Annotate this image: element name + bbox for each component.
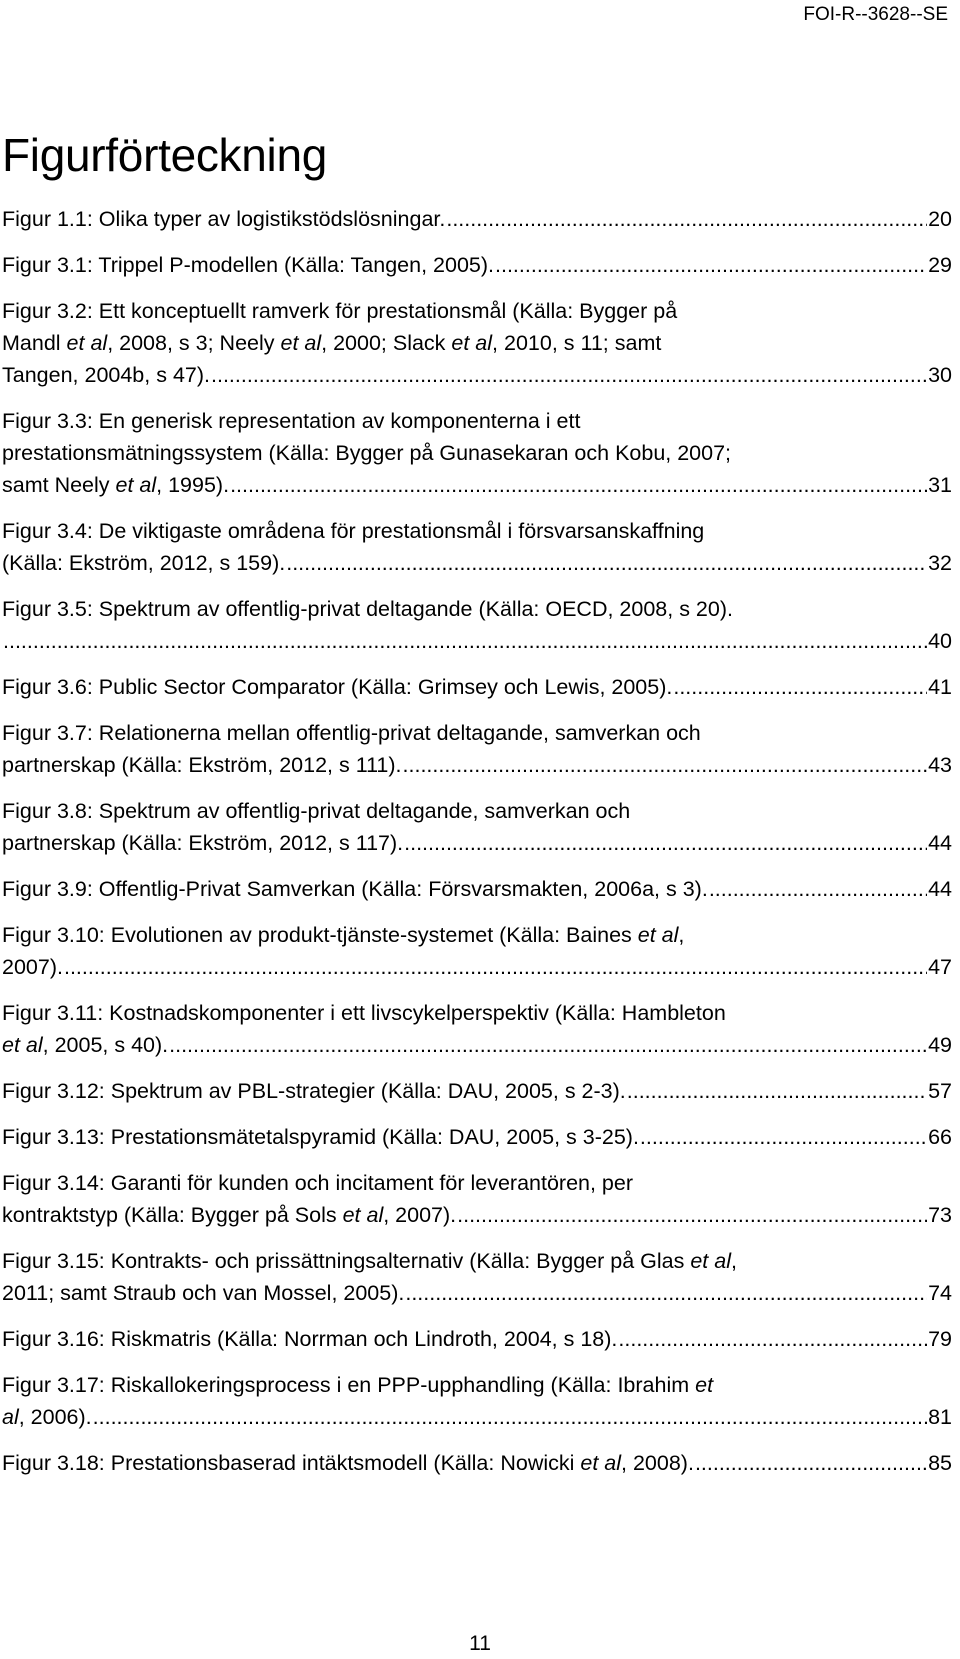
page-title: Figurförteckning xyxy=(2,129,328,181)
toc-entry-line xyxy=(2,437,952,469)
toc-entry-text-italic: et al xyxy=(342,1203,384,1227)
dot-leader xyxy=(404,827,927,859)
toc-entry[interactable] xyxy=(2,1075,952,1107)
toc-entry[interactable] xyxy=(2,203,952,235)
toc-entry-text-segment: Figur 1.1: Olika typer av logistikstödslösningar. xyxy=(2,207,446,231)
dot-leader xyxy=(695,1447,927,1479)
toc-entry-text-segment: Figur 3.12: Spektrum av PBL-strategier (Källa: DAU, 2005, s 2-3). xyxy=(2,1079,626,1103)
toc-entry-text xyxy=(2,405,580,437)
toc-entry-page: 81 xyxy=(928,1405,952,1429)
toc-entry-line xyxy=(2,749,952,781)
toc-entry[interactable] xyxy=(2,1167,952,1231)
toc-entry-line xyxy=(2,593,952,625)
toc-entry-page: 57 xyxy=(928,1079,952,1103)
toc-entry-text-segment: Figur 3.3: En generisk representation av komponenterna i ett xyxy=(2,409,581,433)
dot-leader xyxy=(640,1121,927,1153)
toc-entry-text xyxy=(2,671,672,703)
toc-entry-page: 79 xyxy=(928,1327,952,1351)
toc-entry-text xyxy=(2,1447,694,1479)
toc-entry-text-italic: et al xyxy=(2,1033,43,1057)
toc-entry-text-segment: Figur 3.9: Offentlig-Privat Samverkan (Källa: Försvarsmakten, 2006a, s 3). xyxy=(2,877,708,901)
toc-entry-text xyxy=(2,1029,168,1061)
dot-leader xyxy=(673,671,927,703)
toc-entry-page: 74 xyxy=(928,1281,952,1305)
toc-entry-text xyxy=(2,919,684,951)
toc-entry-line xyxy=(2,1401,952,1433)
toc-entry-line xyxy=(2,203,952,235)
toc-entry[interactable] xyxy=(2,1323,952,1355)
toc-entry[interactable] xyxy=(2,873,952,905)
toc-entry-text-segment: 2011; samt Straub och van Mossel, 2005). xyxy=(2,1281,405,1305)
toc-entry-text-italic: et al xyxy=(580,1451,622,1475)
toc-entry-text-segment: , 1995). xyxy=(156,473,230,497)
toc-entry-text-segment: samt Neely xyxy=(2,473,116,497)
table-of-figures xyxy=(2,203,952,1493)
dot-leader xyxy=(286,547,927,579)
toc-entry-text-segment: , 2007). xyxy=(383,1203,457,1227)
toc-entry-text-segment: Figur 3.10: Evolutionen av produkt-tjänste-systemet (Källa: Baines xyxy=(2,923,638,947)
toc-entry-page: 29 xyxy=(928,253,952,277)
toc-entry-text-italic: et al xyxy=(637,923,679,947)
toc-entry[interactable] xyxy=(2,249,952,281)
toc-entry-text-segment: , 2008). xyxy=(621,1451,694,1475)
dot-leader xyxy=(627,1075,927,1107)
toc-entry-text xyxy=(2,1323,617,1355)
toc-entry-text-segment: (Källa: Ekström, 2012, s 159). xyxy=(2,551,286,575)
toc-entry-text-segment: Figur 3.16: Riskmatris (Källa: Norrman och Lindroth, 2004, s 18). xyxy=(2,1327,618,1351)
dot-leader xyxy=(457,1199,927,1231)
toc-entry-text-segment: Figur 3.1: Trippel P-modellen (Källa: Tangen, 2005). xyxy=(2,253,494,277)
toc-entry-text xyxy=(2,827,403,859)
toc-entry-line xyxy=(2,795,952,827)
toc-entry-text-segment: partnerskap (Källa: Ekström, 2012, s 111). xyxy=(2,753,402,777)
toc-entry-text-segment: , 2008, s 3; Neely xyxy=(107,331,281,355)
toc-entry-line xyxy=(2,1029,952,1061)
toc-entry-page: 66 xyxy=(928,1125,952,1149)
toc-entry-text-segment: Figur 3.11: Kostnadskomponenter i ett livscykelperspektiv (Källa: Hambleton xyxy=(2,1001,726,1025)
toc-entry-text-italic: et al xyxy=(115,473,157,497)
toc-entry-line xyxy=(2,919,952,951)
toc-entry-text-segment: , 2005, s 40). xyxy=(42,1033,169,1057)
toc-entry-text xyxy=(2,249,494,281)
toc-entry-text-segment: Figur 3.14: Garanti för kunden och incitament för leverantören, per xyxy=(2,1171,634,1195)
dot-leader xyxy=(169,1029,927,1061)
toc-entry[interactable] xyxy=(2,593,952,657)
toc-entry-text-segment: Figur 3.5: Spektrum av offentlig-privat deltagande (Källa: OECD, 2008, s 20). xyxy=(2,597,733,621)
toc-entry[interactable] xyxy=(2,671,952,703)
toc-entry-line xyxy=(2,827,952,859)
toc-entry-page: 44 xyxy=(928,831,952,855)
toc-entry-text xyxy=(2,951,63,983)
toc-entry-text xyxy=(2,873,708,905)
toc-entry-line xyxy=(2,625,952,657)
toc-entry-line xyxy=(2,717,952,749)
dot-leader xyxy=(211,359,927,391)
dot-leader xyxy=(405,1277,927,1309)
toc-entry-text-segment: Figur 3.2: Ett konceptuellt ramverk för prestationsmål (Källa: Bygger på xyxy=(2,299,678,323)
toc-entry-line xyxy=(2,997,952,1029)
toc-entry[interactable] xyxy=(2,1245,952,1309)
toc-entry-text-segment: kontraktstyp (Källa: Bygger på Sols xyxy=(2,1203,343,1227)
toc-entry[interactable] xyxy=(2,295,952,391)
toc-entry-line xyxy=(2,1075,952,1107)
dot-leader xyxy=(403,749,928,781)
toc-entry[interactable] xyxy=(2,717,952,781)
toc-entry-text-segment: , 2010, s 11; samt xyxy=(492,331,662,355)
toc-entry-text-segment: Figur 3.7: Relationerna mellan offentlig-privat deltagande, samverkan och xyxy=(2,721,701,745)
toc-entry-line xyxy=(2,547,952,579)
toc-entry-text xyxy=(2,1401,92,1433)
toc-entry-text-segment: , xyxy=(730,1249,737,1273)
toc-entry-line xyxy=(2,1323,952,1355)
dot-leader xyxy=(93,1401,927,1433)
toc-entry-line xyxy=(2,1121,952,1153)
toc-entry-page: 43 xyxy=(928,753,952,777)
toc-entry-page: 44 xyxy=(928,877,952,901)
toc-entry[interactable] xyxy=(2,1447,952,1479)
toc-entry-line xyxy=(2,951,952,983)
toc-entry[interactable] xyxy=(2,1369,952,1433)
toc-entry-page: 31 xyxy=(928,473,952,497)
dot-leader xyxy=(3,625,927,657)
toc-entry[interactable] xyxy=(2,405,952,501)
dot-leader xyxy=(446,203,927,235)
toc-entry-line xyxy=(2,469,952,501)
toc-entry-text xyxy=(2,295,677,327)
toc-entry-text xyxy=(2,717,701,749)
toc-entry-text xyxy=(2,515,704,547)
toc-entry-text-segment: Mandl xyxy=(2,331,67,355)
toc-entry-text-segment: Tangen, 2004b, s 47). xyxy=(2,363,210,387)
dot-leader xyxy=(230,469,927,501)
toc-entry-text xyxy=(2,593,733,625)
toc-entry-page: 20 xyxy=(928,207,952,231)
toc-entry-line xyxy=(2,515,952,547)
toc-entry-text-italic: et al xyxy=(280,331,322,355)
toc-entry-text-segment: Figur 3.18: Prestationsbaserad intäktsmodell (Källa: Nowicki xyxy=(2,1451,581,1475)
toc-entry-page: 49 xyxy=(928,1033,952,1057)
toc-entry-text-italic: et al xyxy=(66,331,108,355)
toc-entry[interactable] xyxy=(2,1121,952,1153)
toc-entry-text-segment: , 2000; Slack xyxy=(321,331,452,355)
toc-entry[interactable] xyxy=(2,919,952,983)
report-id: FOI-R--3628--SE xyxy=(803,4,948,25)
toc-entry-text xyxy=(2,1121,639,1153)
toc-entry-text xyxy=(2,359,210,391)
toc-entry-line xyxy=(2,1167,952,1199)
toc-entry[interactable] xyxy=(2,515,952,579)
toc-entry-text xyxy=(2,1245,737,1277)
toc-entry-page: 41 xyxy=(928,675,952,699)
toc-entry-line xyxy=(2,1277,952,1309)
toc-entry-text-segment: , 2006). xyxy=(18,1405,92,1429)
toc-entry-line xyxy=(2,873,952,905)
toc-entry-page: 30 xyxy=(928,363,952,387)
toc-entry-line xyxy=(2,1245,952,1277)
toc-entry-text xyxy=(2,547,285,579)
page-number: 11 xyxy=(469,1632,491,1655)
toc-entry-text-segment: Figur 3.8: Spektrum av offentlig-privat deltagande, samverkan och xyxy=(2,799,631,823)
toc-entry-text-segment: Figur 3.4: De viktigaste områdena för prestationsmål i försvarsanskaffning xyxy=(2,519,705,543)
toc-entry-line xyxy=(2,295,952,327)
toc-entry-text-italic: et xyxy=(695,1373,714,1397)
dot-leader xyxy=(618,1323,927,1355)
toc-entry-text-segment: prestationsmätningssystem (Källa: Bygger på Gunasekaran och Kobu, 2007; xyxy=(2,441,732,465)
toc-entry-page: 73 xyxy=(928,1203,952,1227)
toc-entry[interactable] xyxy=(2,997,952,1061)
toc-entry-text xyxy=(2,795,630,827)
toc-entry-line xyxy=(2,405,952,437)
toc-entry-text-segment: Figur 3.13: Prestationsmätetalspyramid (Källa: DAU, 2005, s 3-25). xyxy=(2,1125,639,1149)
toc-entry-text-italic: et al xyxy=(690,1249,731,1273)
toc-entry-text xyxy=(2,1277,404,1309)
toc-entry-line xyxy=(2,671,952,703)
toc-entry-text xyxy=(2,997,726,1029)
toc-entry-text xyxy=(2,437,731,469)
toc-entry-page: 32 xyxy=(928,551,952,575)
dot-leader xyxy=(709,873,927,905)
toc-entry-line xyxy=(2,327,952,359)
toc-entry-text xyxy=(2,1369,713,1401)
toc-entry-text-italic: et al xyxy=(451,331,493,355)
toc-entry-page: 40 xyxy=(928,629,952,653)
toc-entry-line xyxy=(2,1199,952,1231)
dot-leader xyxy=(495,249,927,281)
toc-entry-line xyxy=(2,359,952,391)
toc-entry-line xyxy=(2,1369,952,1401)
toc-entry-text-segment: partnerskap (Källa: Ekström, 2012, s 117). xyxy=(2,831,404,855)
toc-entry-text-segment: Figur 3.6: Public Sector Comparator (Källa: Grimsey och Lewis, 2005). xyxy=(2,675,673,699)
dot-leader xyxy=(64,951,927,983)
toc-entry-text-segment: Figur 3.15: Kontrakts- och prissättningsalternativ (Källa: Bygger på Glas xyxy=(2,1249,691,1273)
toc-entry-text xyxy=(2,1199,456,1231)
toc-entry-text xyxy=(2,749,402,781)
toc-entry-line xyxy=(2,249,952,281)
toc-entry-text-italic: al xyxy=(2,1405,19,1429)
toc-entry[interactable] xyxy=(2,795,952,859)
toc-entry-page: 85 xyxy=(928,1451,952,1475)
toc-entry-text xyxy=(2,327,661,359)
toc-entry-page: 47 xyxy=(928,955,952,979)
toc-entry-text-segment: 2007). xyxy=(2,955,63,979)
toc-entry-text xyxy=(2,1167,633,1199)
toc-entry-line xyxy=(2,1447,952,1479)
toc-entry-text xyxy=(2,203,445,235)
toc-entry-text xyxy=(2,1075,626,1107)
toc-entry-text-segment: , xyxy=(678,923,685,947)
toc-entry-text xyxy=(2,469,229,501)
toc-entry-text-segment: Figur 3.17: Riskallokeringsprocess i en PPP-upphandling (Källa: Ibrahim xyxy=(2,1373,696,1397)
